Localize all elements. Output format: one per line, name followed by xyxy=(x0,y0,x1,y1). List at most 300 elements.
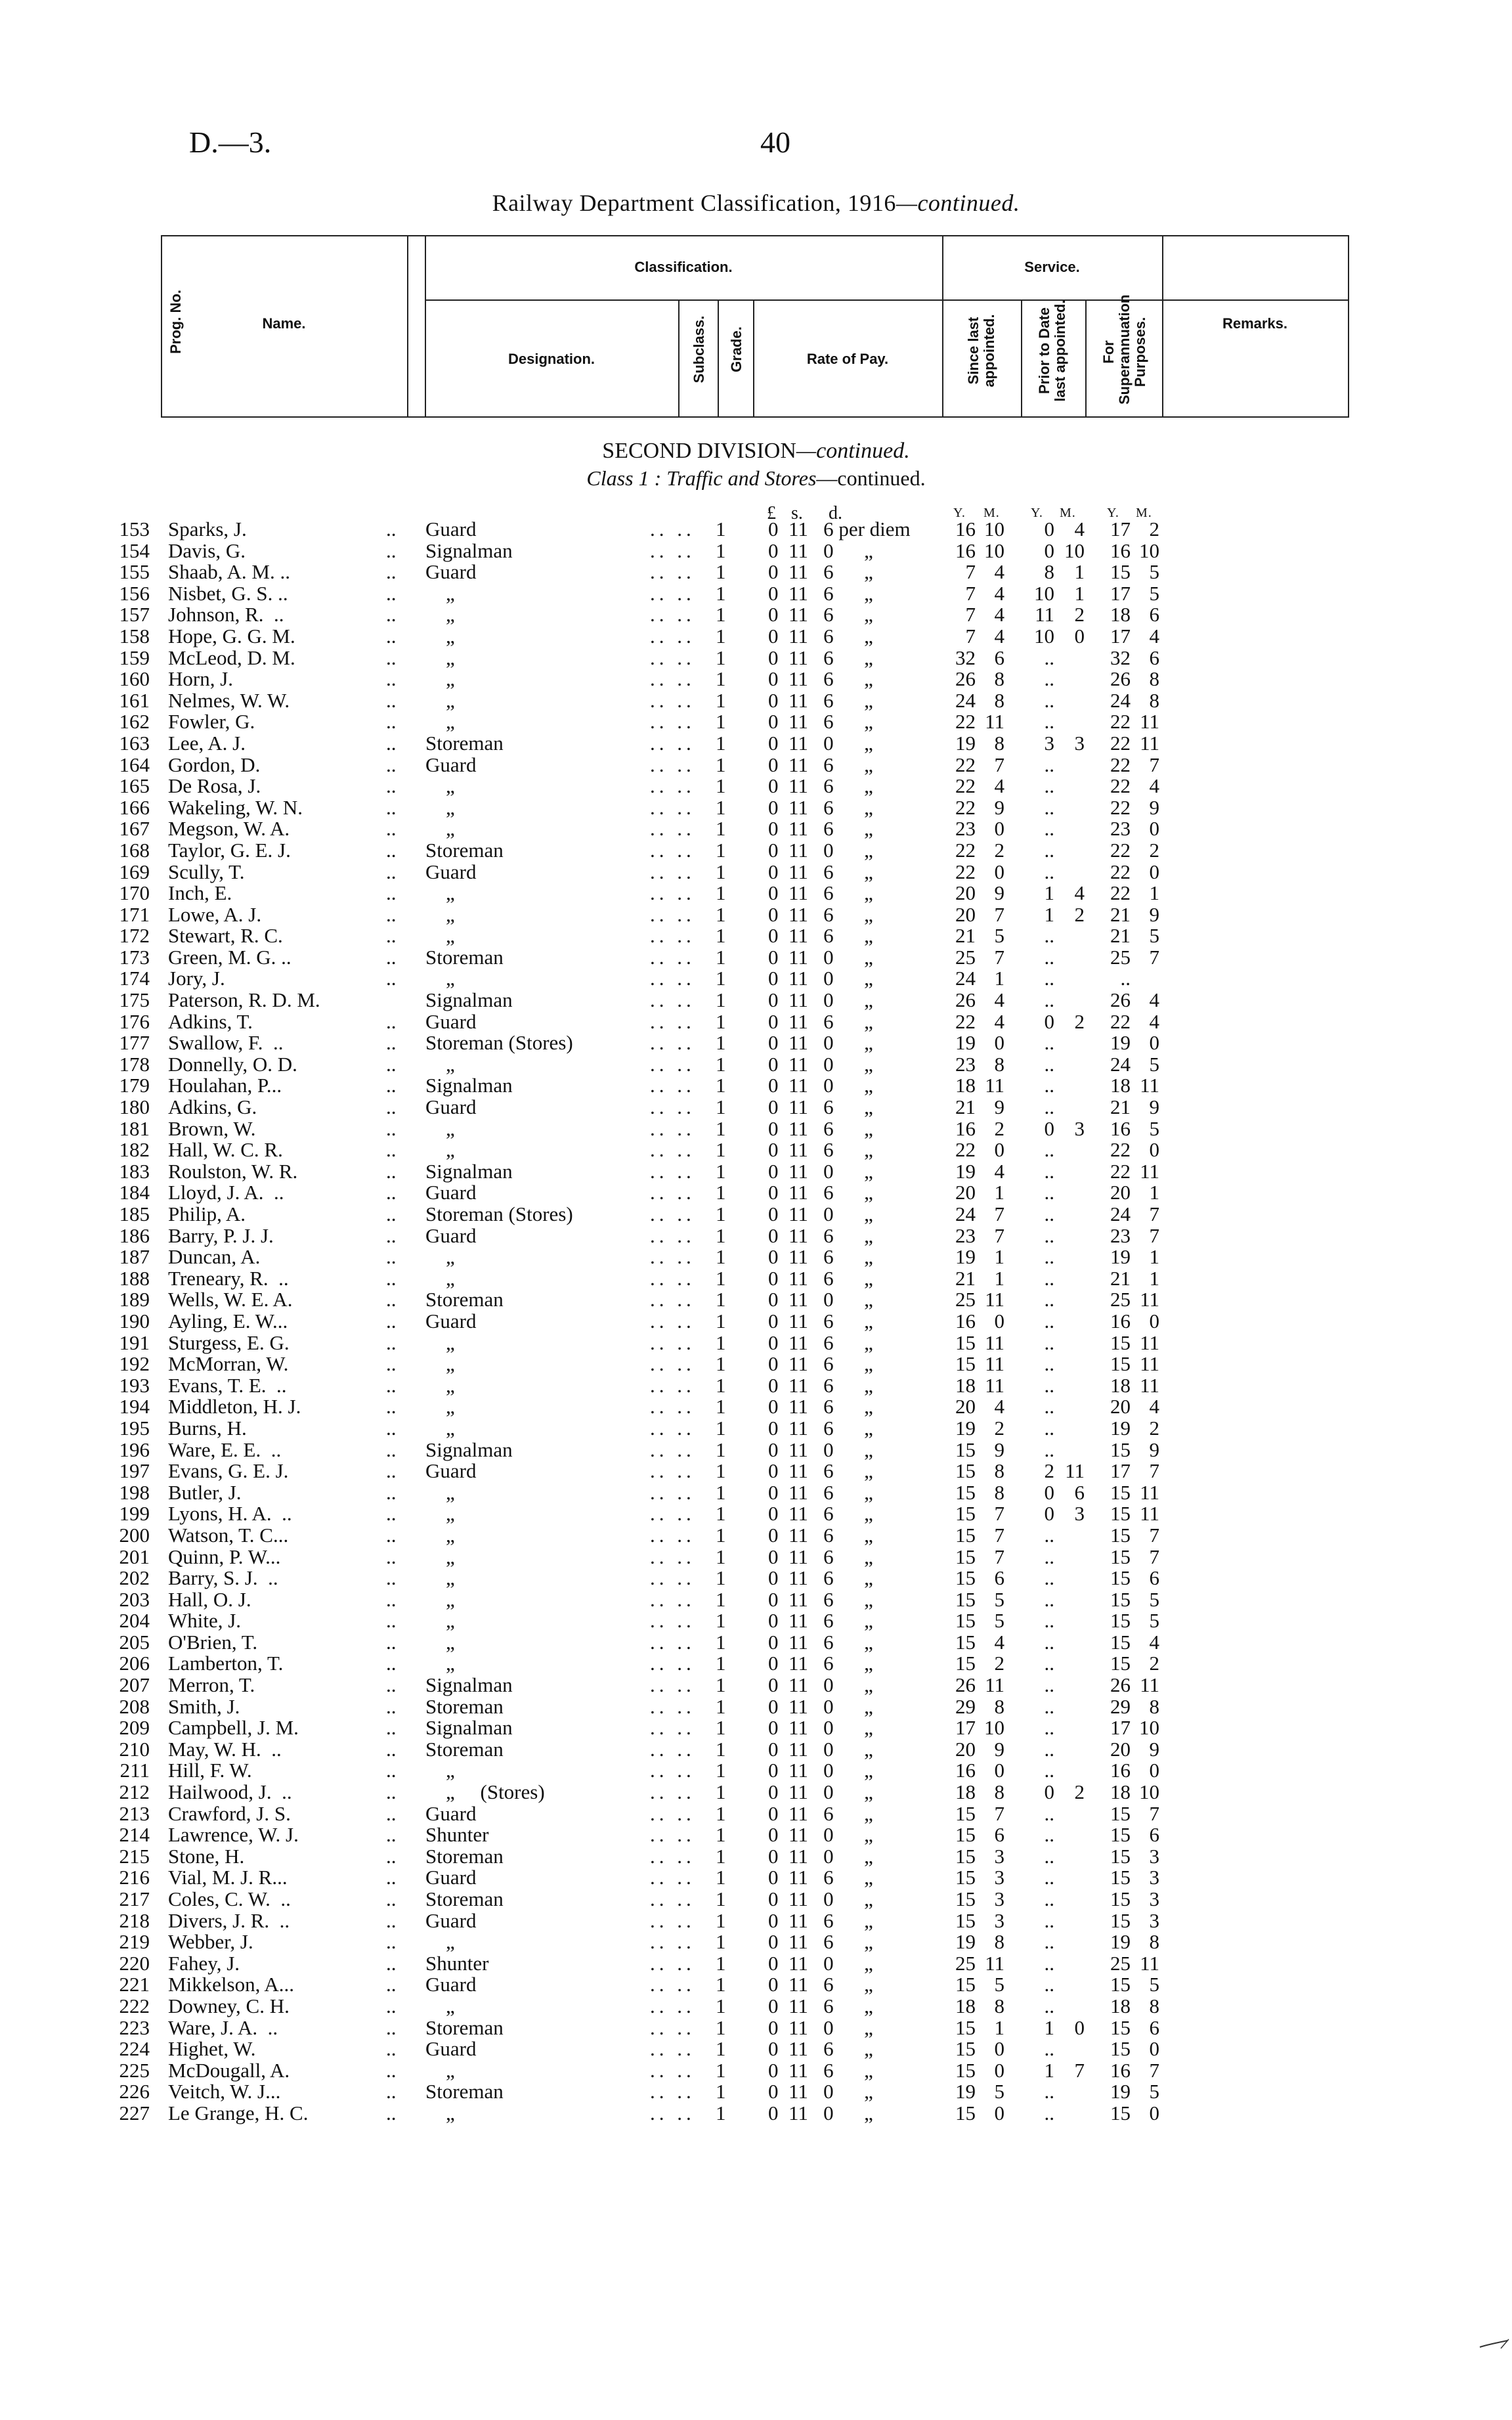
super-years: 18 xyxy=(1110,1780,1131,1804)
prog-no: 198 xyxy=(119,1480,150,1504)
leader-dots: .. xyxy=(386,646,397,669)
leader-dots-2: .. .. xyxy=(650,517,695,540)
since-months: 7 xyxy=(994,1801,1004,1825)
leader-dots: .. xyxy=(386,1331,397,1354)
super-years: .. xyxy=(1120,967,1131,990)
leader-dots-2: .. .. xyxy=(650,1373,695,1397)
prior-years: .. xyxy=(1044,1994,1054,2017)
table-row xyxy=(0,1953,1512,1975)
super-years: 22 xyxy=(1110,753,1131,776)
leader-dots-2: .. .. xyxy=(650,1759,695,1782)
since-years: 25 xyxy=(955,945,976,969)
designation: „ xyxy=(425,1759,455,1782)
super-years: 19 xyxy=(1110,1930,1131,1954)
prior-years: .. xyxy=(1044,646,1054,669)
leader-dots-2: .. .. xyxy=(650,667,695,691)
super-months: 11 xyxy=(1140,1480,1159,1504)
prog-no: 168 xyxy=(119,838,150,862)
leader-dots-2: .. .. xyxy=(650,945,695,969)
since-months: 8 xyxy=(994,688,1004,712)
since-years: 7 xyxy=(965,560,976,584)
rate-of-pay: 0 11 0 „ xyxy=(768,2101,873,2124)
super-years: 15 xyxy=(1110,1973,1131,1996)
prior-years: .. xyxy=(1044,2037,1054,2061)
employee-name: Hall, O. J. xyxy=(168,1587,251,1611)
super-months: 11 xyxy=(1140,1673,1159,1697)
pence-unit: d. xyxy=(829,503,842,523)
since-months: 4 xyxy=(994,581,1004,605)
employee-name: Vial, M. J. R... xyxy=(168,1866,288,1889)
prog-no: 223 xyxy=(119,2015,150,2039)
prog-no: 176 xyxy=(119,1009,150,1033)
super-years: 15 xyxy=(1110,1566,1131,1590)
prog-no: 155 xyxy=(119,560,150,584)
designation: „ xyxy=(425,1480,455,1504)
prior-years: 0 xyxy=(1044,1116,1054,1140)
division-name: SECOND DIVISION xyxy=(602,439,796,463)
employee-name: McLeod, D. M. xyxy=(168,646,295,669)
subclass: 1 xyxy=(716,881,726,905)
super-years: 29 xyxy=(1110,1694,1131,1718)
subclass: 1 xyxy=(716,1951,726,1975)
prog-no: 165 xyxy=(119,774,150,798)
prior-years: .. xyxy=(1044,1331,1054,1354)
since-months: 7 xyxy=(994,902,1004,926)
since-years: 19 xyxy=(955,1031,976,1055)
leader-dots: .. xyxy=(386,1780,397,1804)
leader-dots: .. xyxy=(386,817,397,841)
prior-years: .. xyxy=(1044,1309,1054,1332)
subclass: 1 xyxy=(716,1074,726,1097)
leader-dots: .. xyxy=(386,1116,397,1140)
since-months: 6 xyxy=(994,1823,1004,1847)
leader-dots: .. xyxy=(386,1951,397,1975)
prior-years: .. xyxy=(1044,1181,1054,1204)
rate-of-pay: 0 11 6 „ xyxy=(768,902,873,926)
table-row xyxy=(0,1396,1512,1418)
employee-name: Barry, S. J. .. xyxy=(168,1566,278,1590)
table-row xyxy=(0,1589,1512,1611)
rate-of-pay: 0 11 6 „ xyxy=(768,774,873,798)
subclass: 1 xyxy=(716,1331,726,1354)
prog-no: 210 xyxy=(119,1737,150,1761)
super-years: 15 xyxy=(1110,1480,1131,1504)
subclass: 1 xyxy=(716,1694,726,1718)
super-months: 0 xyxy=(1149,1031,1159,1055)
prior-years: .. xyxy=(1044,1737,1054,1761)
prog-no: 189 xyxy=(119,1288,150,1311)
prior-years: .. xyxy=(1044,710,1054,734)
designation: „ xyxy=(425,688,455,712)
super-months: 8 xyxy=(1149,1694,1159,1718)
prior-years: .. xyxy=(1044,1245,1054,1269)
prior-years: 8 xyxy=(1044,560,1054,584)
prog-no: 186 xyxy=(119,1223,150,1247)
employee-name: Le Grange, H. C. xyxy=(168,2101,309,2124)
employee-name: Davis, G. xyxy=(168,539,246,562)
designation: „ xyxy=(425,1502,455,1526)
since-months: 11 xyxy=(985,1352,1004,1376)
table-row xyxy=(0,1375,1512,1397)
leader-dots-2: .. .. xyxy=(650,1009,695,1033)
employee-name: Jory, J. xyxy=(168,967,225,990)
super-months: 6 xyxy=(1149,1566,1159,1590)
since-months: 0 xyxy=(994,1031,1004,1055)
subclass: 1 xyxy=(716,1502,726,1526)
leader-dots: .. xyxy=(386,1523,397,1547)
super-years: 15 xyxy=(1110,560,1131,584)
prog-no: 216 xyxy=(119,1866,150,1889)
super-years: 25 xyxy=(1110,945,1131,969)
division-title xyxy=(0,439,1512,464)
prog-no: 179 xyxy=(119,1074,150,1097)
table-row xyxy=(0,1011,1512,1033)
since-years: 16 xyxy=(955,1309,976,1332)
service-header: Service. xyxy=(1024,259,1080,275)
leader-dots-2: .. .. xyxy=(650,1288,695,1311)
table-row xyxy=(0,1782,1512,1803)
designation: „ xyxy=(425,902,455,926)
super-years: 19 xyxy=(1110,1245,1131,1269)
rate-of-pay: 0 11 0 „ xyxy=(768,838,873,862)
prog-no: 220 xyxy=(119,1951,150,1975)
super-months: 10 xyxy=(1139,1716,1159,1740)
employee-name: Webber, J. xyxy=(168,1930,253,1954)
prior-months: 7 xyxy=(1074,2058,1085,2082)
since-years: 15 xyxy=(955,1652,976,1675)
leader-dots-2: .. .. xyxy=(650,860,695,883)
super-years: 22 xyxy=(1110,731,1131,755)
subclass: 1 xyxy=(716,1780,726,1804)
prog-no: 171 xyxy=(119,902,150,926)
table-row xyxy=(0,1910,1512,1932)
table-row xyxy=(0,1525,1512,1547)
prior-years: .. xyxy=(1044,1052,1054,1076)
pounds-unit: £ xyxy=(767,503,776,523)
prior-years: .. xyxy=(1044,1930,1054,1954)
leader-dots-2: .. .. xyxy=(650,688,695,712)
since-months: 1 xyxy=(994,1181,1004,1204)
designation: „ xyxy=(425,795,455,819)
rate-of-pay: 0 11 6 „ xyxy=(768,1373,873,1397)
leader-dots-2: .. .. xyxy=(650,967,695,990)
super-years: 21 xyxy=(1110,902,1131,926)
table-row xyxy=(0,1803,1512,1825)
super-months: 2 xyxy=(1149,517,1159,540)
since-years: 15 xyxy=(955,1352,976,1376)
rate-of-pay: 0 11 6 „ xyxy=(768,1416,873,1440)
designation: „ xyxy=(425,1566,455,1590)
super-months: 11 xyxy=(1140,1352,1159,1376)
leader-dots: .. xyxy=(386,539,397,562)
leader-dots: .. xyxy=(386,603,397,627)
class-name: Traffic and Stores xyxy=(666,466,817,490)
designation: „ xyxy=(425,1266,455,1290)
since-months: 8 xyxy=(994,1694,1004,1718)
table-row xyxy=(0,904,1512,926)
rate-of-pay: 0 11 0 „ xyxy=(768,1823,873,1847)
subclass: 1 xyxy=(716,1223,726,1247)
prior-years: .. xyxy=(1044,1395,1054,1419)
subclass: 1 xyxy=(716,2101,726,2124)
super-months: 8 xyxy=(1149,688,1159,712)
designation: „ xyxy=(425,1052,455,1076)
super-years: 20 xyxy=(1110,1395,1131,1419)
prog-no: 225 xyxy=(119,2058,150,2082)
since-months: 4 xyxy=(994,774,1004,798)
table-row xyxy=(0,2038,1512,2060)
prog-no: 207 xyxy=(119,1673,150,1697)
subclass: 1 xyxy=(716,1459,726,1483)
leader-dots: .. xyxy=(386,860,397,883)
super-months: 4 xyxy=(1149,624,1159,648)
since-years: 21 xyxy=(955,1266,976,1290)
rate-of-pay: 0 11 0 „ xyxy=(768,1887,873,1910)
prog-no: 199 xyxy=(119,1502,150,1526)
since-years: 25 xyxy=(955,1288,976,1311)
prog-no: 180 xyxy=(119,1095,150,1119)
leader-dots-2: .. .. xyxy=(650,1844,695,1868)
super-months: 6 xyxy=(1149,1823,1159,1847)
rate-of-pay: 0 11 0 „ xyxy=(768,1951,873,1975)
employee-name: Scully, T. xyxy=(168,860,245,883)
prior-years: .. xyxy=(1044,1566,1054,1590)
prior-years: .. xyxy=(1044,1223,1054,1247)
super-months: 11 xyxy=(1140,1288,1159,1311)
subclass: 1 xyxy=(716,1181,726,1204)
prog-no: 175 xyxy=(119,988,150,1012)
leader-dots: .. xyxy=(386,1031,397,1055)
rate-of-pay: 0 11 6 „ xyxy=(768,1973,873,1996)
prior-years: .. xyxy=(1044,1694,1054,1718)
leader-dots-2: .. .. xyxy=(650,2080,695,2103)
subclass: 1 xyxy=(716,774,726,798)
rate-of-pay: 0 11 6 „ xyxy=(768,1116,873,1140)
super-years: 24 xyxy=(1110,688,1131,712)
prior-years: .. xyxy=(1044,1866,1054,1889)
prior-months: 4 xyxy=(1074,517,1085,540)
prog-no: 157 xyxy=(119,603,150,627)
since-years: 15 xyxy=(955,1502,976,1526)
subclass: 1 xyxy=(716,1138,726,1162)
designation: „ xyxy=(425,1609,455,1633)
table-row xyxy=(0,2017,1512,2039)
employee-name: McDougall, A. xyxy=(168,2058,290,2082)
super-years: 25 xyxy=(1110,1288,1131,1311)
since-years: 22 xyxy=(955,860,976,883)
employee-name: Houlahan, P... xyxy=(168,1074,282,1097)
prior-years: .. xyxy=(1044,1416,1054,1440)
designation: Signalman xyxy=(425,539,513,562)
super-months: 9 xyxy=(1149,1095,1159,1119)
employee-name: Horn, J. xyxy=(168,667,234,691)
super-months: 3 xyxy=(1149,1908,1159,1932)
leader-dots: .. xyxy=(386,1138,397,1162)
prior-years: .. xyxy=(1044,1973,1054,1996)
since-months: 6 xyxy=(994,1566,1004,1590)
leader-dots-2: .. .. xyxy=(650,1266,695,1290)
subclass: 1 xyxy=(716,1309,726,1332)
employee-name: May, W. H. .. xyxy=(168,1737,282,1761)
leader-dots-2: .. .. xyxy=(650,1780,695,1804)
employee-name: Lee, A. J. xyxy=(168,731,246,755)
class-continued: —continued. xyxy=(816,466,926,490)
super-months: 6 xyxy=(1149,646,1159,669)
employee-name: Lawrence, W. J. xyxy=(168,1823,299,1847)
since-years: 16 xyxy=(955,1759,976,1782)
super-years: 22 xyxy=(1110,1138,1131,1162)
super-months: 0 xyxy=(1149,1309,1159,1332)
table-row xyxy=(0,1717,1512,1739)
prog-no: 211 xyxy=(119,1759,150,1782)
super-months: 1 xyxy=(1149,1245,1159,1269)
subclass: 1 xyxy=(716,1352,726,1376)
since-years: 15 xyxy=(955,1973,976,1996)
leader-dots-2: .. .. xyxy=(650,1352,695,1376)
table-row xyxy=(0,1418,1512,1440)
super-years: 15 xyxy=(1110,1352,1131,1376)
employee-name: Middleton, H. J. xyxy=(168,1395,301,1419)
super-months: 8 xyxy=(1149,1930,1159,1954)
designation: „ xyxy=(425,1116,455,1140)
employee-name: Watson, T. C... xyxy=(168,1523,289,1547)
prior-years: .. xyxy=(1044,1202,1054,1225)
prior-months: 1 xyxy=(1074,560,1085,584)
leader-dots-2: .. .. xyxy=(650,710,695,734)
rate-of-pay: 0 11 6 „ xyxy=(768,688,873,712)
rate-of-pay: 0 11 0 „ xyxy=(768,1759,873,1782)
rate-of-pay: 0 11 6 „ xyxy=(768,1630,873,1654)
table-row xyxy=(0,604,1512,626)
super-months: 5 xyxy=(1149,560,1159,584)
subclass: 1 xyxy=(716,1823,726,1847)
table-row xyxy=(0,1846,1512,1868)
rate-of-pay: 0 11 0 „ xyxy=(768,1052,873,1076)
leader-dots: .. xyxy=(386,1459,397,1483)
prog-no: 202 xyxy=(119,1566,150,1590)
prior-years: .. xyxy=(1044,1438,1054,1461)
since-months: 9 xyxy=(994,1095,1004,1119)
prior-years: .. xyxy=(1044,1630,1054,1654)
subclass: 1 xyxy=(716,1288,726,1311)
prog-no: 182 xyxy=(119,1138,150,1162)
rate-of-pay: 0 11 0 „ xyxy=(768,2015,873,2039)
leader-dots-2: .. .. xyxy=(650,1951,695,1975)
employee-name: Brown, W. xyxy=(168,1116,256,1140)
prog-no: 201 xyxy=(119,1545,150,1568)
super-months: 5 xyxy=(1149,1973,1159,1996)
rate-of-pay: 0 11 6 „ xyxy=(768,1480,873,1504)
page-number: 40 xyxy=(760,125,790,159)
since-years: 7 xyxy=(965,581,976,605)
prior-years: .. xyxy=(1044,1074,1054,1097)
leader-dots-2: .. .. xyxy=(650,1609,695,1633)
super-months: 3 xyxy=(1149,1866,1159,1889)
super-months: 11 xyxy=(1140,1159,1159,1183)
super-months: 2 xyxy=(1149,1652,1159,1675)
class-label: Class 1 : xyxy=(586,466,662,490)
prog-no: 222 xyxy=(119,1994,150,2017)
table-row xyxy=(0,561,1512,583)
subclass-header: Subclass. xyxy=(691,315,707,384)
leader-dots-2: .. .. xyxy=(650,1438,695,1461)
leader-dots: .. xyxy=(386,1994,397,2017)
super-months: 0 xyxy=(1149,2037,1159,2061)
leader-dots-2: .. .. xyxy=(650,1801,695,1825)
employee-name: Shaab, A. M. .. xyxy=(168,560,290,584)
table-row xyxy=(0,925,1512,947)
subclass: 1 xyxy=(716,581,726,605)
leader-dots: .. xyxy=(386,688,397,712)
leader-dots-2: .. .. xyxy=(650,1652,695,1675)
leader-dots: .. xyxy=(386,2058,397,2082)
designation: „ xyxy=(425,1587,455,1611)
prog-no: 158 xyxy=(119,624,150,648)
prior-years: .. xyxy=(1044,1951,1054,1975)
since-years: 15 xyxy=(955,2101,976,2124)
subclass: 1 xyxy=(716,1566,726,1590)
employee-name: Donnelly, O. D. xyxy=(168,1052,297,1076)
prog-no: 166 xyxy=(119,795,150,819)
super-months: 0 xyxy=(1149,860,1159,883)
prior-months: 3 xyxy=(1074,1502,1085,1526)
leader-dots: .. xyxy=(386,924,397,948)
employee-name: Lowe, A. J. xyxy=(168,902,262,926)
table-row xyxy=(0,690,1512,712)
table-row xyxy=(0,1161,1512,1183)
designation: Shunter xyxy=(425,1951,489,1975)
since-months: 4 xyxy=(994,1395,1004,1419)
employee-name: Quinn, P. W... xyxy=(168,1545,281,1568)
since-years: 15 xyxy=(955,1609,976,1633)
designation: „ xyxy=(425,1373,455,1397)
since-years: 18 xyxy=(955,1373,976,1397)
subclass: 1 xyxy=(716,1266,726,1290)
designation: „ xyxy=(425,1138,455,1162)
prior-years: .. xyxy=(1044,1159,1054,1183)
super-years: 15 xyxy=(1110,1502,1131,1526)
table-row xyxy=(0,1824,1512,1846)
rate-of-pay: 0 11 0 „ xyxy=(768,1202,873,1225)
leader-dots-2: .. .. xyxy=(650,624,695,648)
super-years: 19 xyxy=(1110,1416,1131,1440)
table-row xyxy=(0,1503,1512,1525)
table-row xyxy=(0,1996,1512,2017)
prog-no: 169 xyxy=(119,860,150,883)
since-years: 19 xyxy=(955,1245,976,1269)
prior-years: .. xyxy=(1044,1844,1054,1868)
super-months: 7 xyxy=(1149,753,1159,776)
leader-dots: .. xyxy=(386,1630,397,1654)
super-months: 11 xyxy=(1140,1331,1159,1354)
prog-no: 177 xyxy=(119,1031,150,1055)
employee-name: Stewart, R. C. xyxy=(168,924,283,948)
leader-dots: .. xyxy=(386,1245,397,1269)
since-months: 7 xyxy=(994,1523,1004,1547)
designation: „ xyxy=(425,924,455,948)
subclass: 1 xyxy=(716,860,726,883)
super-years: 22 xyxy=(1110,1009,1131,1033)
leader-dots: .. xyxy=(386,1930,397,1954)
table-row xyxy=(0,1353,1512,1375)
leader-dots-2: .. .. xyxy=(650,988,695,1012)
subclass: 1 xyxy=(716,988,726,1012)
leader-dots: .. xyxy=(386,1438,397,1461)
employee-name: Treneary, R. .. xyxy=(168,1266,289,1290)
rate-of-pay: 0 11 6 „ xyxy=(768,1245,873,1269)
since-months: 8 xyxy=(994,667,1004,691)
table-row xyxy=(0,1974,1512,1996)
